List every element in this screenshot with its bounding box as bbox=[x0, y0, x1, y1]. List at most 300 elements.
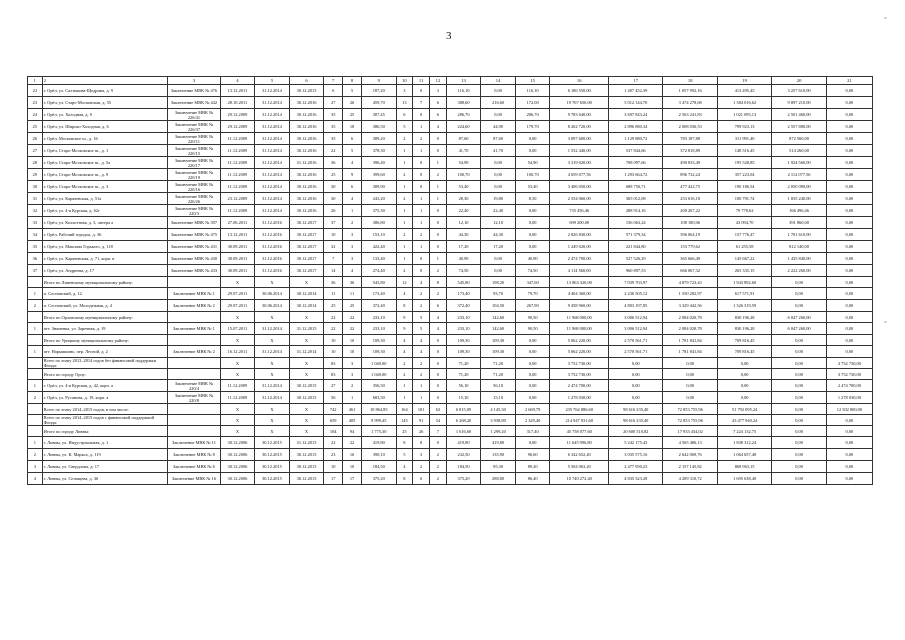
table-cell: 37 bbox=[324, 217, 343, 229]
table-cell: 0,00 bbox=[772, 473, 826, 485]
table-row bbox=[28, 241, 873, 253]
table-cell: 0,00 bbox=[481, 169, 516, 181]
table-cell: Заключение МВК № 220/16 bbox=[168, 181, 220, 193]
table-cell: 1 bbox=[413, 145, 430, 157]
table-cell: 2 bbox=[413, 369, 430, 380]
table-cell: 4 835 323,28 bbox=[609, 473, 663, 485]
table-cell: 30.12.2015 bbox=[255, 437, 290, 449]
table-cell: X bbox=[289, 277, 324, 288]
table-cell: 1 057 992,16 bbox=[663, 85, 717, 97]
table-cell: 0,00 bbox=[481, 157, 516, 169]
header-cell: 6 bbox=[289, 77, 324, 85]
table-cell: 4 659 077,56 bbox=[550, 169, 609, 181]
table-cell: 4 bbox=[396, 288, 413, 300]
table-cell: 742 bbox=[324, 404, 343, 415]
table-cell: 12 bbox=[396, 277, 413, 288]
table-cell: 2 474 700,00 bbox=[826, 380, 872, 392]
table-cell: 0,00 bbox=[515, 133, 550, 145]
table-cell: 190 186,54 bbox=[717, 181, 771, 193]
table-cell: 0,00 bbox=[826, 346, 872, 358]
table-cell: 2 826 830,00 bbox=[550, 229, 609, 241]
table-cell: 5 242 175,43 bbox=[609, 437, 663, 449]
table-cell: Всего по этапу 2014–2015 годов с финансовой поддержкой Фонда: bbox=[42, 415, 168, 426]
table-cell: 156 063,24 bbox=[609, 217, 663, 229]
table-cell: 0 bbox=[430, 392, 447, 404]
table-cell: 0,00 bbox=[826, 85, 872, 97]
table-cell: 31.12.2014 bbox=[289, 346, 324, 358]
table-cell: 2 642 069,76 bbox=[663, 449, 717, 461]
table-cell: 8,50 bbox=[515, 193, 550, 205]
table-cell bbox=[28, 415, 43, 426]
table-cell: 26 bbox=[343, 97, 362, 109]
table-cell: Всего по этапу 2013–2014 годов без финансовой поддержки Фонда: bbox=[42, 358, 168, 369]
table-cell: 735 456,46 bbox=[550, 205, 609, 217]
table-cell: 2 477 950,23 bbox=[609, 461, 663, 473]
table-cell: 375,30 bbox=[361, 205, 396, 217]
table-cell: 2 bbox=[396, 133, 413, 145]
table-cell: 30 bbox=[324, 181, 343, 193]
table-cell: 3 752 730,00 bbox=[550, 358, 609, 369]
table-cell: 56,10 bbox=[481, 380, 516, 392]
table-cell: X bbox=[255, 426, 290, 437]
table-cell: 3 bbox=[28, 461, 43, 473]
table-cell: Заключение МВК № 8 bbox=[168, 449, 220, 461]
table-cell: 109,30 bbox=[446, 335, 481, 346]
table-cell: 15,10 bbox=[446, 392, 481, 404]
table-cell: 3 752 730,00 bbox=[550, 369, 609, 380]
table-cell: 0 bbox=[430, 217, 447, 229]
table-cell: 0,00 bbox=[609, 380, 663, 392]
table-cell: 0,00 bbox=[826, 473, 872, 485]
table-cell: 2 896 880,34 bbox=[609, 121, 663, 133]
table-cell: 3 bbox=[343, 369, 362, 380]
table-cell: 15,10 bbox=[481, 392, 516, 404]
table-cell: 1 bbox=[430, 253, 447, 265]
table-cell: 142,60 bbox=[481, 312, 516, 323]
table-cell: 71,20 bbox=[481, 358, 516, 369]
table-cell: 3 257 610,00 bbox=[772, 85, 826, 97]
table-cell: 13.12.2011 bbox=[220, 85, 255, 97]
table-cell: 1 bbox=[28, 437, 43, 449]
table-cell: 2 bbox=[413, 300, 430, 312]
table-cell: 32 bbox=[324, 241, 343, 253]
table-cell: 104,50 bbox=[481, 300, 516, 312]
table-cell: 896 732,24 bbox=[663, 169, 717, 181]
total-row bbox=[28, 426, 873, 437]
table-cell: Заключение МВК № 2 bbox=[168, 346, 220, 358]
table-cell: 7 039 703,97 bbox=[609, 277, 663, 288]
table-cell: 4 bbox=[396, 335, 413, 346]
table-cell: 6 186 550,00 bbox=[550, 85, 609, 97]
table-cell: 1 040,00 bbox=[361, 369, 396, 380]
table-cell: 79 778,62 bbox=[717, 205, 771, 217]
table-cell: X bbox=[220, 277, 255, 288]
table-cell: 22 bbox=[343, 312, 362, 323]
table-cell: 53,40 bbox=[515, 181, 550, 193]
table-cell: 11.12.2009 bbox=[220, 181, 255, 193]
table-cell: 0 bbox=[430, 358, 447, 369]
table-cell: 173,40 bbox=[361, 288, 396, 300]
header-cell: 18 bbox=[663, 77, 717, 85]
table-cell: 1 bbox=[430, 157, 447, 169]
table-cell: 2 474 700,00 bbox=[550, 380, 609, 392]
table-cell: Заключение МВК № 6 bbox=[168, 461, 220, 473]
table-cell: 1 616,60 bbox=[446, 426, 481, 437]
table-cell: 3 097 600,00 bbox=[550, 133, 609, 145]
table-cell: 1 bbox=[396, 181, 413, 193]
table-cell: 29.07.2011 bbox=[220, 300, 255, 312]
table-cell: 30.06.2014 bbox=[255, 288, 290, 300]
table-cell: 1 bbox=[396, 205, 413, 217]
table-cell: 101 bbox=[413, 404, 430, 415]
table-cell: 2 008 036,53 bbox=[663, 121, 717, 133]
table-cell: 699 200,00 bbox=[550, 217, 609, 229]
table-cell: 396,40 bbox=[361, 157, 396, 169]
table-row bbox=[28, 109, 873, 121]
table-cell: 2 563 241,83 bbox=[663, 109, 717, 121]
table-cell bbox=[28, 335, 43, 346]
table-cell: 30.12.2016 bbox=[289, 169, 324, 181]
table-cell: 31.12.2016 bbox=[255, 229, 290, 241]
table-cell: 30.12.2017 bbox=[289, 265, 324, 277]
table-cell: 0 bbox=[430, 145, 447, 157]
table-cell: 0,00 bbox=[772, 300, 826, 312]
table-cell: Заключение МВК № 442 bbox=[168, 97, 220, 109]
table-cell: 6 268,20 bbox=[446, 415, 481, 426]
table-cell: 0,00 bbox=[826, 205, 872, 217]
table-cell: 527 526,29 bbox=[609, 253, 663, 265]
table-cell: 0,00 bbox=[772, 392, 826, 404]
table-cell: 4 bbox=[430, 121, 447, 133]
table-cell: 26 bbox=[324, 205, 343, 217]
table-cell: 0,00 bbox=[772, 461, 826, 473]
table-cell: 0,00 bbox=[772, 346, 826, 358]
table-cell: 2 222 260,00 bbox=[772, 265, 826, 277]
table-cell: 25 bbox=[396, 426, 413, 437]
table-cell: 17 bbox=[324, 473, 343, 485]
table-cell: 396 064,19 bbox=[663, 229, 717, 241]
table-cell: 22,40 bbox=[481, 205, 516, 217]
table-cell: 422,40 bbox=[361, 241, 396, 253]
table-row bbox=[28, 97, 873, 109]
table-cell: 232,50 bbox=[446, 449, 481, 461]
table-row bbox=[28, 461, 873, 473]
table-cell: 1 943 892,60 bbox=[717, 277, 771, 288]
table-cell: 109,30 bbox=[481, 335, 516, 346]
table-cell: г. Орёл, ул. Колхозтная, д. 3, литера а bbox=[42, 217, 168, 229]
table-cell: 233,10 bbox=[361, 312, 396, 323]
table-cell: 5 bbox=[413, 323, 430, 335]
table-cell: 1 bbox=[28, 380, 43, 392]
table-cell: Заключение МВК № 220/15 bbox=[168, 145, 220, 157]
table-cell: 1 249 020,00 bbox=[550, 241, 609, 253]
table-cell bbox=[168, 404, 220, 415]
table-cell: 90,50 bbox=[515, 323, 550, 335]
table-cell: X bbox=[289, 426, 324, 437]
table-cell: 0,00 bbox=[515, 369, 550, 380]
table-cell: 1 924 560,00 bbox=[772, 157, 826, 169]
total-row bbox=[28, 369, 873, 380]
table-row bbox=[28, 473, 873, 485]
table-cell: 19 767 650,00 bbox=[550, 97, 609, 109]
table-cell: 0,00 bbox=[609, 358, 663, 369]
table-cell: г. Орёл, Старо-Московское ш., д. 3 bbox=[42, 181, 168, 193]
table-cell: Заключение МВК № 220/8 bbox=[168, 392, 220, 404]
table-cell: 104 bbox=[324, 426, 343, 437]
table-cell: 30.09.2011 bbox=[220, 241, 255, 253]
table-cell: 3 697 843,24 bbox=[609, 109, 663, 121]
table-cell: 4 bbox=[343, 265, 362, 277]
table-cell: 830 196,28 bbox=[717, 323, 771, 335]
table-cell: 1 064 657,48 bbox=[717, 449, 771, 461]
table-cell: 288 914,16 bbox=[609, 205, 663, 217]
table-cell: г. Орёл, Рабочий городок, д. 36 bbox=[42, 229, 168, 241]
table-cell: 265 335,15 bbox=[717, 265, 771, 277]
table-cell: 30.06.2014 bbox=[255, 300, 290, 312]
table-cell: X bbox=[289, 369, 324, 380]
table-cell: г. Орёл, ул. Холодная, д. 9 bbox=[42, 109, 168, 121]
table-cell: 10 740 272,40 bbox=[550, 473, 609, 485]
table-cell: Итого по Орловскому муниципальному району: bbox=[42, 312, 168, 323]
table-cell: 0,00 bbox=[515, 358, 550, 369]
table-cell: г. Ливны, ул. К. Маркса, д. 119 bbox=[42, 449, 168, 461]
header-cell: 4 bbox=[220, 77, 255, 85]
table-row bbox=[28, 437, 873, 449]
table-cell: 390,10 bbox=[361, 449, 396, 461]
table-cell: 4 bbox=[396, 461, 413, 473]
table-cell: 35 bbox=[324, 133, 343, 145]
header-cell: 9 bbox=[361, 77, 396, 85]
table-cell: 11 968 000,00 bbox=[550, 312, 609, 323]
table-cell: 1 bbox=[28, 288, 43, 300]
table-cell: 356,50 bbox=[361, 380, 396, 392]
table-row bbox=[28, 121, 873, 133]
table-cell: 30.12.2017 bbox=[289, 241, 324, 253]
table-cell: 13 bbox=[396, 97, 413, 109]
table-cell: 2 554 060,00 bbox=[550, 193, 609, 205]
table-cell: 2 bbox=[430, 449, 447, 461]
table-cell: 26 bbox=[28, 133, 43, 145]
table-cell: 35 bbox=[324, 109, 343, 121]
table-cell: 87,60 bbox=[481, 133, 516, 145]
table-cell: 0,00 bbox=[826, 426, 872, 437]
table-cell: 30.12.2006 bbox=[220, 449, 255, 461]
table-cell: 0 bbox=[430, 241, 447, 253]
table-cell: 6 bbox=[324, 85, 343, 97]
table-cell: 31.12.2016 bbox=[255, 265, 290, 277]
table-cell: 5 062 220,00 bbox=[550, 335, 609, 346]
table-cell: 26 bbox=[413, 426, 430, 437]
table-cell: 3 752 730,00 bbox=[826, 369, 872, 380]
table-row bbox=[28, 181, 873, 193]
table-cell: 30.12.2015 bbox=[289, 380, 324, 392]
table-cell: X bbox=[220, 312, 255, 323]
table-cell bbox=[168, 277, 220, 288]
table-cell: 164 bbox=[396, 404, 413, 415]
table-cell: 22 bbox=[324, 145, 343, 157]
table-cell: 1 129 880,72 bbox=[609, 133, 663, 145]
table-cell: 2 bbox=[28, 300, 43, 312]
table-cell: 2 236 505,12 bbox=[609, 288, 663, 300]
table-cell: 6 342 652,40 bbox=[550, 449, 609, 461]
table-cell: Итого по Урицкому муниципальному району: bbox=[42, 335, 168, 346]
table-cell: 10 bbox=[343, 346, 362, 358]
header-cell: 17 bbox=[609, 77, 663, 85]
table-cell bbox=[168, 369, 220, 380]
table-cell: 3 006 512,94 bbox=[609, 312, 663, 323]
table-cell: 2 bbox=[343, 380, 362, 392]
table-cell: Заключение МВК № 476 bbox=[168, 85, 220, 97]
table-cell: 53,40 bbox=[446, 181, 481, 193]
table-cell: 12,10 bbox=[481, 217, 516, 229]
table-cell: 27 bbox=[324, 380, 343, 392]
table-cell: 5 012 144,70 bbox=[609, 97, 663, 109]
table-cell: 11 645 996,80 bbox=[550, 437, 609, 449]
table-cell: 872 560,00 bbox=[772, 133, 826, 145]
table-cell: 286,70 bbox=[515, 109, 550, 121]
table-cell: 3 bbox=[343, 229, 362, 241]
table-cell: 372,40 bbox=[361, 300, 396, 312]
table-cell: X bbox=[255, 404, 290, 415]
table-cell: 477 422,75 bbox=[663, 181, 717, 193]
table-cell: 2 bbox=[396, 193, 413, 205]
table-cell: 31.12.2014 bbox=[255, 193, 290, 205]
table-cell: г. Орёл, Старо-Московское ш., д. 9 bbox=[42, 169, 168, 181]
table-cell: 0,00 bbox=[515, 205, 550, 217]
table-cell: 30.12.2016 bbox=[289, 181, 324, 193]
table-cell: 6 047 260,00 bbox=[772, 312, 826, 323]
table-cell: 11.12.2009 bbox=[220, 133, 255, 145]
table-cell: 23.12.2009 bbox=[220, 193, 255, 205]
table-cell: 683,50 bbox=[361, 392, 396, 404]
table-cell: г. Орёл, ул. Русанова, д. 19, корп. а bbox=[42, 392, 168, 404]
table-cell: X bbox=[255, 415, 290, 426]
table-cell: 4 bbox=[396, 346, 413, 358]
table-cell: X bbox=[220, 426, 255, 437]
table-cell: 1 bbox=[413, 380, 430, 392]
table-cell: 0,00 bbox=[515, 145, 550, 157]
table-cell: 6 bbox=[430, 109, 447, 121]
table-row bbox=[28, 392, 873, 404]
table-cell: 19,80 bbox=[481, 193, 516, 205]
table-cell: 198,20 bbox=[481, 277, 516, 288]
table-cell: 311 991,40 bbox=[717, 133, 771, 145]
table-cell: 30.09.2011 bbox=[220, 253, 255, 265]
table-cell: 1 299,20 bbox=[481, 426, 516, 437]
table-cell: 30.12.2015 bbox=[289, 85, 324, 97]
table-cell: X bbox=[289, 415, 324, 426]
table-cell: 31.12.2016 bbox=[255, 241, 290, 253]
table-cell: 195 528,85 bbox=[717, 157, 771, 169]
page-number: 3 bbox=[446, 30, 452, 42]
total-row bbox=[28, 358, 873, 369]
table-cell bbox=[168, 415, 220, 426]
table-cell: Заключение МВК № 2 bbox=[168, 300, 220, 312]
table-cell: 22 bbox=[343, 323, 362, 335]
table-cell: 4 879 723,43 bbox=[663, 277, 717, 288]
table-cell: г. Орёл, ул. 4-я Курская, д. 62г bbox=[42, 205, 168, 217]
table-cell: г. Орёл, Старо-Московское ш., д. 1 bbox=[42, 145, 168, 157]
table-cell bbox=[28, 312, 43, 323]
table-cell: 30.12.2015 bbox=[255, 449, 290, 461]
table-cell: 0,00 bbox=[717, 358, 771, 369]
table-cell: 15.07.2011 bbox=[220, 323, 255, 335]
table-cell: 6 bbox=[343, 133, 362, 145]
table-cell: 30.12.2016 bbox=[289, 121, 324, 133]
table-cell: 4 404 360,00 bbox=[550, 288, 609, 300]
table-cell: 0,00 bbox=[772, 437, 826, 449]
table-cell: 10 864,85 bbox=[361, 404, 396, 415]
table-cell: 2 557 880,00 bbox=[772, 121, 826, 133]
table-cell: 0,00 bbox=[826, 253, 872, 265]
table-cell: 419,80 bbox=[446, 437, 481, 449]
table-cell: 0,00 bbox=[481, 85, 516, 97]
table-cell: 386,50 bbox=[361, 121, 396, 133]
table-cell bbox=[28, 369, 43, 380]
table-cell: 2 084 020,78 bbox=[663, 312, 717, 323]
table-cell: 235 764 886,60 bbox=[550, 404, 609, 415]
table-cell: 8 bbox=[396, 437, 413, 449]
table-cell: 166 496,46 bbox=[772, 205, 826, 217]
table-cell: 708 097,66 bbox=[609, 157, 663, 169]
table-cell: 98 616 235,40 bbox=[609, 415, 663, 426]
table-cell: 1 775,30 bbox=[361, 426, 396, 437]
table-cell: 1 bbox=[28, 323, 43, 335]
table-cell: 3 bbox=[396, 85, 413, 97]
table-cell: 1 781 841,84 bbox=[663, 335, 717, 346]
table-cell: 0,00 bbox=[826, 229, 872, 241]
table-cell: Заключение МВК № 220/17 bbox=[168, 157, 220, 169]
table-cell: 22 bbox=[324, 323, 343, 335]
table-cell: 6 bbox=[430, 97, 447, 109]
table-cell: г. Ливны, ул. Свердлова, д. 17 bbox=[42, 461, 168, 473]
table-cell: 135,90 bbox=[481, 449, 516, 461]
table-cell: 617 571,91 bbox=[717, 288, 771, 300]
table-cell: 31.12.2014 bbox=[255, 109, 290, 121]
table-cell: 30.12.2006 bbox=[220, 473, 255, 485]
table-cell: 1 bbox=[396, 217, 413, 229]
table-cell: 116,10 bbox=[515, 85, 550, 97]
table-cell: 10 bbox=[343, 335, 362, 346]
table-cell: 0 bbox=[430, 133, 447, 145]
table-cell: 25 bbox=[28, 121, 43, 133]
table-cell: 2 157 145,82 bbox=[663, 461, 717, 473]
table-row bbox=[28, 380, 873, 392]
table-cell: 1 550 282,97 bbox=[663, 288, 717, 300]
table-cell: 30.12.2015 bbox=[255, 473, 290, 485]
table-cell: 1 278 030,00 bbox=[550, 392, 609, 404]
table-cell: 184,50 bbox=[361, 461, 396, 473]
table-cell: 0 bbox=[430, 437, 447, 449]
table-cell: 71,20 bbox=[446, 369, 481, 380]
table-cell: 0,00 bbox=[826, 145, 872, 157]
table-cell: 1 bbox=[396, 157, 413, 169]
table-cell: X bbox=[289, 358, 324, 369]
table-cell: 10 bbox=[324, 229, 343, 241]
header-cell: 16 bbox=[550, 77, 609, 85]
table-cell: 2 bbox=[413, 229, 430, 241]
table-cell: 145 bbox=[396, 415, 413, 426]
table-cell: 0,00 bbox=[826, 133, 872, 145]
table-cell: 253 016,18 bbox=[663, 193, 717, 205]
table-cell: 30 bbox=[28, 181, 43, 193]
table-cell: 2 570 561,71 bbox=[609, 346, 663, 358]
table-cell: г. Орёл, ул. Андреева, д. 17 bbox=[42, 265, 168, 277]
table-cell: 0,00 bbox=[663, 358, 717, 369]
table-cell: X bbox=[220, 369, 255, 380]
table-cell: 413 495,45 bbox=[717, 85, 771, 97]
table-cell: 9 bbox=[396, 323, 413, 335]
